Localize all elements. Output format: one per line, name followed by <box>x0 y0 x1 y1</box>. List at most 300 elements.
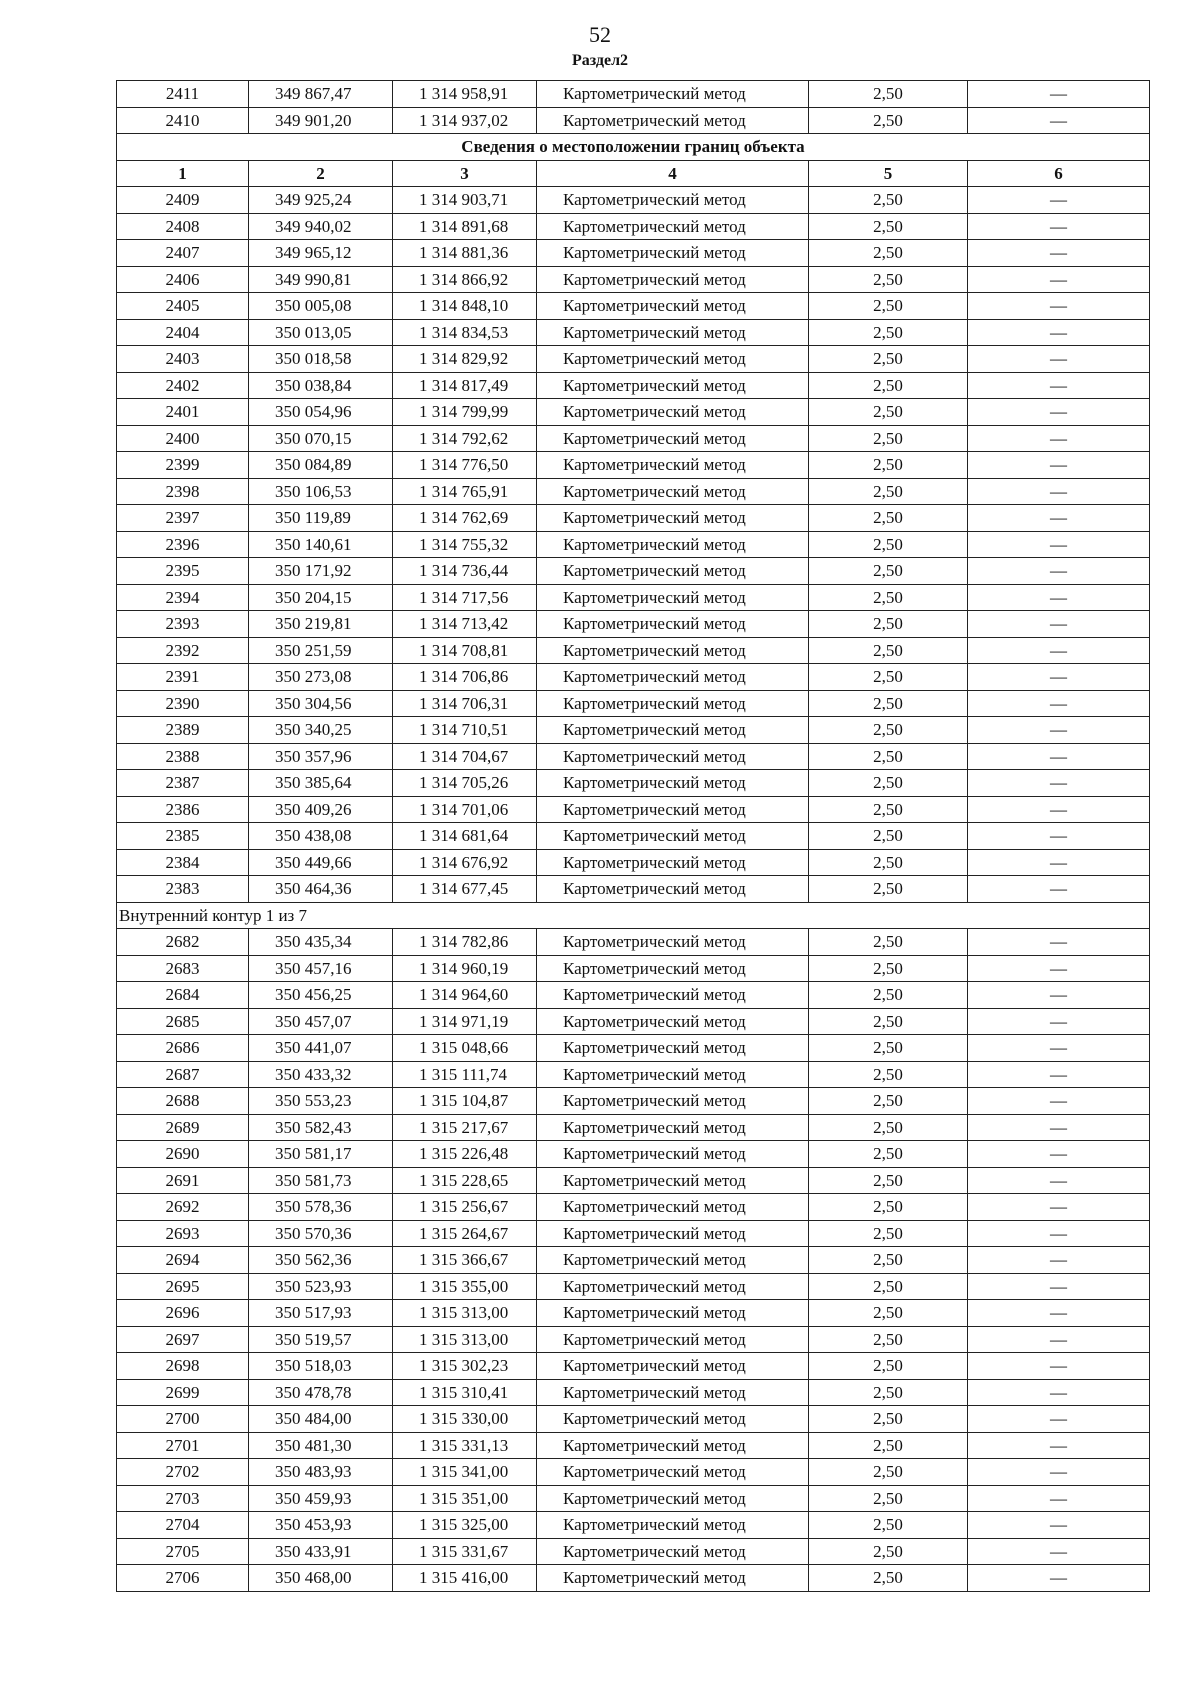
table-row <box>117 399 1150 426</box>
table-row <box>117 213 1150 240</box>
point-number-cell: 2390 <box>117 690 249 717</box>
table-row <box>117 1353 1150 1380</box>
section-title: Раздел2 <box>571 52 629 69</box>
point-number-cell: 2404 <box>117 319 249 346</box>
note-cell: — <box>968 1141 1150 1168</box>
table-row <box>117 372 1150 399</box>
point-number-cell: 2409 <box>117 187 249 214</box>
method-cell: Картометрический метод <box>537 611 809 638</box>
x-coordinate-cell: 349 990,81 <box>249 266 393 293</box>
point-number-cell: 2685 <box>117 1008 249 1035</box>
method-cell: Картометрический метод <box>537 372 809 399</box>
y-coordinate-cell: 1 315 331,13 <box>393 1432 537 1459</box>
method-cell: Картометрический метод <box>537 876 809 903</box>
note-cell: — <box>968 1565 1150 1592</box>
x-coordinate-cell: 350 005,08 <box>249 293 393 320</box>
note-cell: — <box>968 240 1150 267</box>
accuracy-cell: 2,50 <box>809 107 968 134</box>
table-row <box>117 1326 1150 1353</box>
point-number-cell: 2397 <box>117 505 249 532</box>
table-row <box>117 293 1150 320</box>
accuracy-cell: 2,50 <box>809 1088 968 1115</box>
x-coordinate-cell: 350 204,15 <box>249 584 393 611</box>
method-cell: Картометрический метод <box>537 743 809 770</box>
note-cell: — <box>968 1538 1150 1565</box>
note-cell: — <box>968 1459 1150 1486</box>
note-cell: — <box>968 81 1150 108</box>
accuracy-cell: 2,50 <box>809 1538 968 1565</box>
method-cell: Картометрический метод <box>537 478 809 505</box>
x-coordinate-cell: 350 519,57 <box>249 1326 393 1353</box>
point-number-cell: 2389 <box>117 717 249 744</box>
accuracy-cell: 2,50 <box>809 955 968 982</box>
table-row <box>117 1035 1150 1062</box>
point-number-cell: 2401 <box>117 399 249 426</box>
table-row <box>117 478 1150 505</box>
table-row <box>117 425 1150 452</box>
note-cell: — <box>968 955 1150 982</box>
note-cell: — <box>968 1008 1150 1035</box>
table-row <box>117 876 1150 903</box>
y-coordinate-cell: 1 315 366,67 <box>393 1247 537 1274</box>
x-coordinate-cell: 349 965,12 <box>249 240 393 267</box>
method-cell: Картометрический метод <box>537 1565 809 1592</box>
note-cell: — <box>968 1432 1150 1459</box>
table-row <box>117 955 1150 982</box>
x-coordinate-cell: 350 518,03 <box>249 1353 393 1380</box>
y-coordinate-cell: 1 314 677,45 <box>393 876 537 903</box>
method-cell: Картометрический метод <box>537 1008 809 1035</box>
method-cell: Картометрический метод <box>537 717 809 744</box>
y-coordinate-cell: 1 315 325,00 <box>393 1512 537 1539</box>
method-cell: Картометрический метод <box>537 1247 809 1274</box>
table-row <box>117 770 1150 797</box>
method-cell: Картометрический метод <box>537 929 809 956</box>
accuracy-cell: 2,50 <box>809 796 968 823</box>
x-coordinate-cell: 350 251,59 <box>249 637 393 664</box>
note-cell: — <box>968 425 1150 452</box>
y-coordinate-cell: 1 315 228,65 <box>393 1167 537 1194</box>
table-row <box>117 531 1150 558</box>
accuracy-cell: 2,50 <box>809 452 968 479</box>
point-number-cell: 2393 <box>117 611 249 638</box>
x-coordinate-cell: 350 468,00 <box>249 1565 393 1592</box>
point-number-cell: 2704 <box>117 1512 249 1539</box>
x-coordinate-cell: 350 038,84 <box>249 372 393 399</box>
table-row <box>117 796 1150 823</box>
accuracy-cell: 2,50 <box>809 1273 968 1300</box>
table-row <box>117 81 1150 108</box>
accuracy-cell: 2,50 <box>809 1194 968 1221</box>
accuracy-cell: 2,50 <box>809 690 968 717</box>
column-number-cell: 6 <box>968 160 1150 187</box>
y-coordinate-cell: 1 314 708,81 <box>393 637 537 664</box>
table-row <box>117 1512 1150 1539</box>
accuracy-cell: 2,50 <box>809 425 968 452</box>
note-cell: — <box>968 929 1150 956</box>
accuracy-cell: 2,50 <box>809 1247 968 1274</box>
accuracy-cell: 2,50 <box>809 478 968 505</box>
note-cell: — <box>968 399 1150 426</box>
y-coordinate-cell: 1 314 881,36 <box>393 240 537 267</box>
note-cell: — <box>968 1061 1150 1088</box>
y-coordinate-cell: 1 315 226,48 <box>393 1141 537 1168</box>
point-number-cell: 2693 <box>117 1220 249 1247</box>
table-row <box>117 240 1150 267</box>
method-cell: Картометрический метод <box>537 558 809 585</box>
x-coordinate-cell: 350 018,58 <box>249 346 393 373</box>
x-coordinate-cell: 350 478,78 <box>249 1379 393 1406</box>
method-cell: Картометрический метод <box>537 1406 809 1433</box>
y-coordinate-cell: 1 315 310,41 <box>393 1379 537 1406</box>
y-coordinate-cell: 1 314 891,68 <box>393 213 537 240</box>
x-coordinate-cell: 349 867,47 <box>249 81 393 108</box>
note-cell: — <box>968 558 1150 585</box>
x-coordinate-cell: 350 438,08 <box>249 823 393 850</box>
table-row <box>117 1538 1150 1565</box>
method-cell: Картометрический метод <box>537 505 809 532</box>
method-cell: Картометрический метод <box>537 187 809 214</box>
accuracy-cell: 2,50 <box>809 399 968 426</box>
y-coordinate-cell: 1 314 701,06 <box>393 796 537 823</box>
note-cell: — <box>968 1088 1150 1115</box>
method-cell: Картометрический метод <box>537 770 809 797</box>
note-cell: — <box>968 1300 1150 1327</box>
accuracy-cell: 2,50 <box>809 637 968 664</box>
accuracy-cell: 2,50 <box>809 849 968 876</box>
y-coordinate-cell: 1 314 866,92 <box>393 266 537 293</box>
accuracy-cell: 2,50 <box>809 1141 968 1168</box>
y-coordinate-cell: 1 314 782,86 <box>393 929 537 956</box>
point-number-cell: 2388 <box>117 743 249 770</box>
y-coordinate-cell: 1 314 937,02 <box>393 107 537 134</box>
note-cell: — <box>968 187 1150 214</box>
note-cell: — <box>968 107 1150 134</box>
note-cell: — <box>968 1114 1150 1141</box>
point-number-cell: 2691 <box>117 1167 249 1194</box>
method-cell: Картометрический метод <box>537 955 809 982</box>
table-row <box>117 266 1150 293</box>
accuracy-cell: 2,50 <box>809 505 968 532</box>
accuracy-cell: 2,50 <box>809 611 968 638</box>
accuracy-cell: 2,50 <box>809 876 968 903</box>
y-coordinate-cell: 1 314 792,62 <box>393 425 537 452</box>
point-number-cell: 2395 <box>117 558 249 585</box>
note-cell: — <box>968 1035 1150 1062</box>
coordinates-table <box>116 80 1150 1592</box>
method-cell: Картометрический метод <box>537 664 809 691</box>
method-cell: Картометрический метод <box>537 1035 809 1062</box>
accuracy-cell: 2,50 <box>809 558 968 585</box>
method-cell: Картометрический метод <box>537 1512 809 1539</box>
table-row <box>117 743 1150 770</box>
y-coordinate-cell: 1 314 713,42 <box>393 611 537 638</box>
method-cell: Картометрический метод <box>537 796 809 823</box>
table-row <box>117 1220 1150 1247</box>
x-coordinate-cell: 350 357,96 <box>249 743 393 770</box>
y-coordinate-cell: 1 314 817,49 <box>393 372 537 399</box>
y-coordinate-cell: 1 314 848,10 <box>393 293 537 320</box>
y-coordinate-cell: 1 315 313,00 <box>393 1300 537 1327</box>
table-row <box>117 1406 1150 1433</box>
accuracy-cell: 2,50 <box>809 1353 968 1380</box>
table-row <box>117 187 1150 214</box>
point-number-cell: 2689 <box>117 1114 249 1141</box>
accuracy-cell: 2,50 <box>809 213 968 240</box>
x-coordinate-cell: 350 582,43 <box>249 1114 393 1141</box>
x-coordinate-cell: 350 581,17 <box>249 1141 393 1168</box>
x-coordinate-cell: 350 570,36 <box>249 1220 393 1247</box>
accuracy-cell: 2,50 <box>809 1035 968 1062</box>
note-cell: — <box>968 1247 1150 1274</box>
note-cell: — <box>968 664 1150 691</box>
table-row <box>117 1485 1150 1512</box>
point-number-cell: 2384 <box>117 849 249 876</box>
point-number-cell: 2406 <box>117 266 249 293</box>
x-coordinate-cell: 350 578,36 <box>249 1194 393 1221</box>
note-cell: — <box>968 1220 1150 1247</box>
point-number-cell: 2386 <box>117 796 249 823</box>
point-number-cell: 2703 <box>117 1485 249 1512</box>
y-coordinate-cell: 1 315 217,67 <box>393 1114 537 1141</box>
method-cell: Картометрический метод <box>537 346 809 373</box>
x-coordinate-cell: 350 453,93 <box>249 1512 393 1539</box>
table-row <box>117 1141 1150 1168</box>
note-cell: — <box>968 743 1150 770</box>
method-cell: Картометрический метод <box>537 1061 809 1088</box>
x-coordinate-cell: 350 456,25 <box>249 982 393 1009</box>
note-cell: — <box>968 293 1150 320</box>
inner-contour-title-row-cell: Внутренний контур 1 из 7 <box>117 902 1150 929</box>
x-coordinate-cell: 350 481,30 <box>249 1432 393 1459</box>
table-row <box>117 637 1150 664</box>
accuracy-cell: 2,50 <box>809 1379 968 1406</box>
point-number-cell: 2408 <box>117 213 249 240</box>
table-row <box>117 1194 1150 1221</box>
point-number-cell: 2683 <box>117 955 249 982</box>
accuracy-cell: 2,50 <box>809 823 968 850</box>
point-number-cell: 2700 <box>117 1406 249 1433</box>
note-cell: — <box>968 823 1150 850</box>
page-number: 52 <box>589 22 611 47</box>
method-cell: Картометрический метод <box>537 531 809 558</box>
method-cell: Картометрический метод <box>537 107 809 134</box>
point-number-cell: 2396 <box>117 531 249 558</box>
accuracy-cell: 2,50 <box>809 717 968 744</box>
point-number-cell: 2400 <box>117 425 249 452</box>
y-coordinate-cell: 1 314 676,92 <box>393 849 537 876</box>
note-cell: — <box>968 346 1150 373</box>
accuracy-cell: 2,50 <box>809 929 968 956</box>
column-number-cell: 2 <box>249 160 393 187</box>
accuracy-cell: 2,50 <box>809 1008 968 1035</box>
table-row <box>117 584 1150 611</box>
x-coordinate-cell: 350 304,56 <box>249 690 393 717</box>
point-number-cell: 2696 <box>117 1300 249 1327</box>
note-cell: — <box>968 505 1150 532</box>
point-number-cell: 2411 <box>117 81 249 108</box>
method-cell: Картометрический метод <box>537 1353 809 1380</box>
point-number-cell: 2392 <box>117 637 249 664</box>
y-coordinate-cell: 1 314 706,31 <box>393 690 537 717</box>
point-number-cell: 2701 <box>117 1432 249 1459</box>
method-cell: Картометрический метод <box>537 1379 809 1406</box>
x-coordinate-cell: 350 385,64 <box>249 770 393 797</box>
table-row <box>117 1273 1150 1300</box>
point-number-cell: 2706 <box>117 1565 249 1592</box>
method-cell: Картометрический метод <box>537 1538 809 1565</box>
note-cell: — <box>968 531 1150 558</box>
table-row <box>117 611 1150 638</box>
table-row <box>117 1379 1150 1406</box>
note-cell: — <box>968 1485 1150 1512</box>
y-coordinate-cell: 1 315 048,66 <box>393 1035 537 1062</box>
y-coordinate-cell: 1 315 355,00 <box>393 1273 537 1300</box>
y-coordinate-cell: 1 314 765,91 <box>393 478 537 505</box>
method-cell: Картометрический метод <box>537 399 809 426</box>
y-coordinate-cell: 1 315 351,00 <box>393 1485 537 1512</box>
note-cell: — <box>968 717 1150 744</box>
x-coordinate-cell: 350 441,07 <box>249 1035 393 1062</box>
point-number-cell: 2698 <box>117 1353 249 1380</box>
note-cell: — <box>968 982 1150 1009</box>
point-number-cell: 2387 <box>117 770 249 797</box>
point-number-cell: 2399 <box>117 452 249 479</box>
point-number-cell: 2688 <box>117 1088 249 1115</box>
x-coordinate-cell: 350 106,53 <box>249 478 393 505</box>
x-coordinate-cell: 350 340,25 <box>249 717 393 744</box>
table-row <box>117 1432 1150 1459</box>
point-number-cell: 2403 <box>117 346 249 373</box>
point-number-cell: 2695 <box>117 1273 249 1300</box>
note-cell: — <box>968 1353 1150 1380</box>
accuracy-cell: 2,50 <box>809 81 968 108</box>
method-cell: Картометрический метод <box>537 319 809 346</box>
note-cell: — <box>968 1406 1150 1433</box>
table-row <box>117 505 1150 532</box>
point-number-cell: 2383 <box>117 876 249 903</box>
x-coordinate-cell: 350 435,34 <box>249 929 393 956</box>
x-coordinate-cell: 349 901,20 <box>249 107 393 134</box>
method-cell: Картометрический метод <box>537 425 809 452</box>
note-cell: — <box>968 637 1150 664</box>
table-row <box>117 664 1150 691</box>
accuracy-cell: 2,50 <box>809 1459 968 1486</box>
note-cell: — <box>968 319 1150 346</box>
accuracy-cell: 2,50 <box>809 584 968 611</box>
method-cell: Картометрический метод <box>537 1273 809 1300</box>
point-number-cell: 2687 <box>117 1061 249 1088</box>
column-number-row <box>117 160 1150 187</box>
x-coordinate-cell: 350 084,89 <box>249 452 393 479</box>
note-cell: — <box>968 849 1150 876</box>
note-cell: — <box>968 876 1150 903</box>
y-coordinate-cell: 1 315 111,74 <box>393 1061 537 1088</box>
table-row <box>117 1565 1150 1592</box>
y-coordinate-cell: 1 314 776,50 <box>393 452 537 479</box>
table-row <box>117 690 1150 717</box>
column-number-cell: 3 <box>393 160 537 187</box>
note-cell: — <box>968 266 1150 293</box>
x-coordinate-cell: 350 433,91 <box>249 1538 393 1565</box>
accuracy-cell: 2,50 <box>809 1061 968 1088</box>
point-number-cell: 2407 <box>117 240 249 267</box>
y-coordinate-cell: 1 314 960,19 <box>393 955 537 982</box>
inner-contour-title-row <box>117 902 1150 929</box>
note-cell: — <box>968 1194 1150 1221</box>
table-row <box>117 558 1150 585</box>
accuracy-cell: 2,50 <box>809 266 968 293</box>
table-row <box>117 107 1150 134</box>
table-row <box>117 1088 1150 1115</box>
y-coordinate-cell: 1 314 762,69 <box>393 505 537 532</box>
x-coordinate-cell: 350 449,66 <box>249 849 393 876</box>
point-number-cell: 2405 <box>117 293 249 320</box>
accuracy-cell: 2,50 <box>809 770 968 797</box>
table-row <box>117 452 1150 479</box>
point-number-cell: 2394 <box>117 584 249 611</box>
note-cell: — <box>968 690 1150 717</box>
x-coordinate-cell: 350 171,92 <box>249 558 393 585</box>
note-cell: — <box>968 452 1150 479</box>
accuracy-cell: 2,50 <box>809 1485 968 1512</box>
method-cell: Картометрический метод <box>537 584 809 611</box>
x-coordinate-cell: 350 054,96 <box>249 399 393 426</box>
y-coordinate-cell: 1 314 829,92 <box>393 346 537 373</box>
table-row <box>117 849 1150 876</box>
table-row <box>117 319 1150 346</box>
column-number-cell: 5 <box>809 160 968 187</box>
method-cell: Картометрический метод <box>537 1220 809 1247</box>
method-cell: Картометрический метод <box>537 213 809 240</box>
boundary-info-title-row <box>117 134 1150 161</box>
accuracy-cell: 2,50 <box>809 1565 968 1592</box>
method-cell: Картометрический метод <box>537 1141 809 1168</box>
x-coordinate-cell: 350 523,93 <box>249 1273 393 1300</box>
point-number-cell: 2697 <box>117 1326 249 1353</box>
note-cell: — <box>968 372 1150 399</box>
boundary-info-title-row-cell: Сведения о местоположении границ объекта <box>117 134 1150 161</box>
x-coordinate-cell: 350 433,32 <box>249 1061 393 1088</box>
x-coordinate-cell: 349 925,24 <box>249 187 393 214</box>
table-row <box>117 1061 1150 1088</box>
method-cell: Картометрический метод <box>537 1114 809 1141</box>
point-number-cell: 2398 <box>117 478 249 505</box>
accuracy-cell: 2,50 <box>809 1114 968 1141</box>
y-coordinate-cell: 1 314 706,86 <box>393 664 537 691</box>
table-row <box>117 1008 1150 1035</box>
method-cell: Картометрический метод <box>537 452 809 479</box>
method-cell: Картометрический метод <box>537 240 809 267</box>
method-cell: Картометрический метод <box>537 1459 809 1486</box>
y-coordinate-cell: 1 315 331,67 <box>393 1538 537 1565</box>
table-row <box>117 1247 1150 1274</box>
method-cell: Картометрический метод <box>537 1432 809 1459</box>
y-coordinate-cell: 1 314 834,53 <box>393 319 537 346</box>
table-row <box>117 1300 1150 1327</box>
accuracy-cell: 2,50 <box>809 1406 968 1433</box>
y-coordinate-cell: 1 315 313,00 <box>393 1326 537 1353</box>
note-cell: — <box>968 1512 1150 1539</box>
method-cell: Картометрический метод <box>537 1194 809 1221</box>
y-coordinate-cell: 1 315 341,00 <box>393 1459 537 1486</box>
accuracy-cell: 2,50 <box>809 743 968 770</box>
point-number-cell: 2402 <box>117 372 249 399</box>
note-cell: — <box>968 1379 1150 1406</box>
method-cell: Картометрический метод <box>537 849 809 876</box>
table-row <box>117 1459 1150 1486</box>
y-coordinate-cell: 1 314 755,32 <box>393 531 537 558</box>
